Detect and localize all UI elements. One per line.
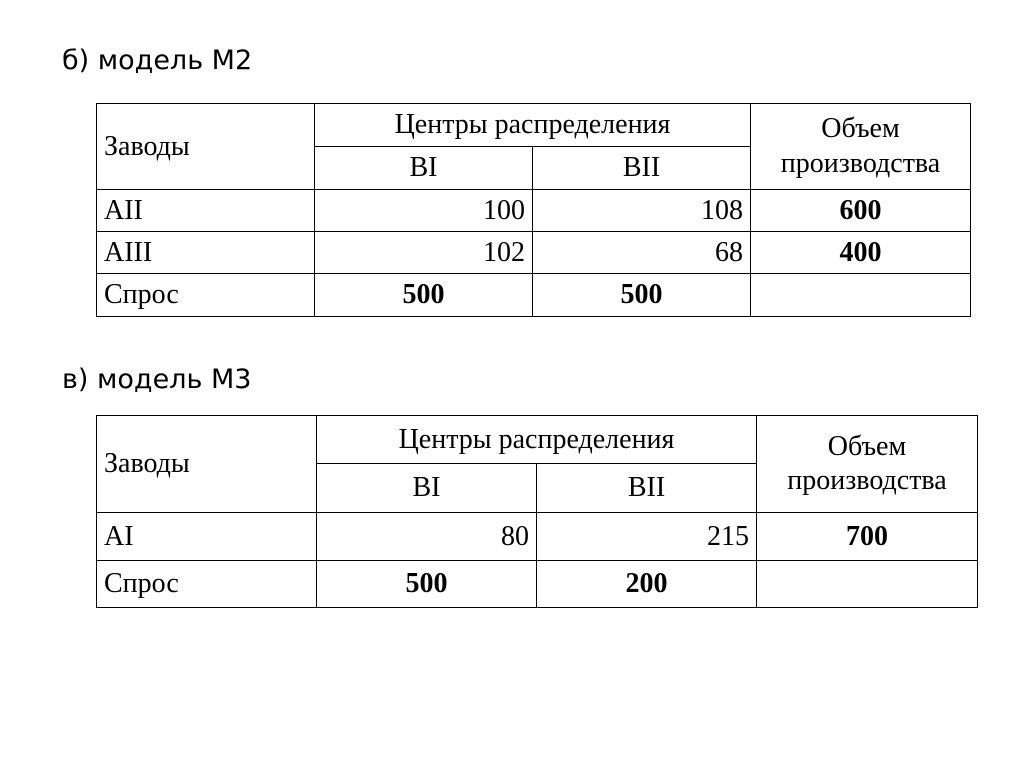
section-title-m3: в) модель М3 (62, 364, 252, 395)
cost-bii-cell: 108 (533, 190, 751, 232)
demand-bii-cell: 500 (533, 274, 751, 317)
header-distribution-centers: Центры распределения (317, 416, 757, 464)
table-header-row (97, 416, 978, 464)
plant-cell: AI (97, 513, 317, 561)
plant-cell: AIII (97, 232, 315, 274)
volume-cell: 600 (751, 190, 971, 232)
cost-bi-cell: 102 (315, 232, 533, 274)
header-plants: Заводы (97, 104, 315, 190)
header-bi: BI (317, 464, 537, 513)
demand-bi-cell: 500 (315, 274, 533, 317)
header-volume-line2: производства (787, 465, 947, 496)
cost-bii-cell: 68 (533, 232, 751, 274)
volume-cell: 400 (751, 232, 971, 274)
cost-bi-cell: 100 (315, 190, 533, 232)
header-bii: BII (537, 464, 757, 513)
demand-label: Спрос (97, 274, 315, 317)
transport-table-m2 (96, 103, 971, 317)
demand-bi-cell: 500 (317, 561, 537, 608)
table-header-row (97, 104, 971, 147)
empty-cell (757, 561, 978, 608)
section-title-m2: б) модель М2 (62, 45, 253, 76)
demand-bii-cell: 200 (537, 561, 757, 608)
demand-row (97, 274, 971, 317)
cost-bi-cell: 80 (317, 513, 537, 561)
header-volume-line2: производства (780, 147, 941, 179)
header-bi: BI (315, 147, 533, 190)
table-row (97, 190, 971, 232)
header-production-volume (757, 416, 978, 513)
transport-table-m3 (96, 415, 978, 608)
cost-bii-cell: 215 (537, 513, 757, 561)
demand-label: Спрос (97, 561, 317, 608)
volume-cell: 700 (757, 513, 978, 561)
table-row (97, 513, 978, 561)
header-volume-line1: Объем (821, 113, 900, 145)
demand-row (97, 561, 978, 608)
plant-cell: AII (97, 190, 315, 232)
header-plants: Заводы (97, 416, 317, 513)
header-bii: BII (533, 147, 751, 190)
empty-cell (751, 274, 971, 317)
header-volume-line1: Объем (827, 430, 907, 462)
table-row (97, 232, 971, 274)
header-distribution-centers: Центры распределения (315, 104, 751, 147)
header-production-volume (751, 104, 971, 190)
